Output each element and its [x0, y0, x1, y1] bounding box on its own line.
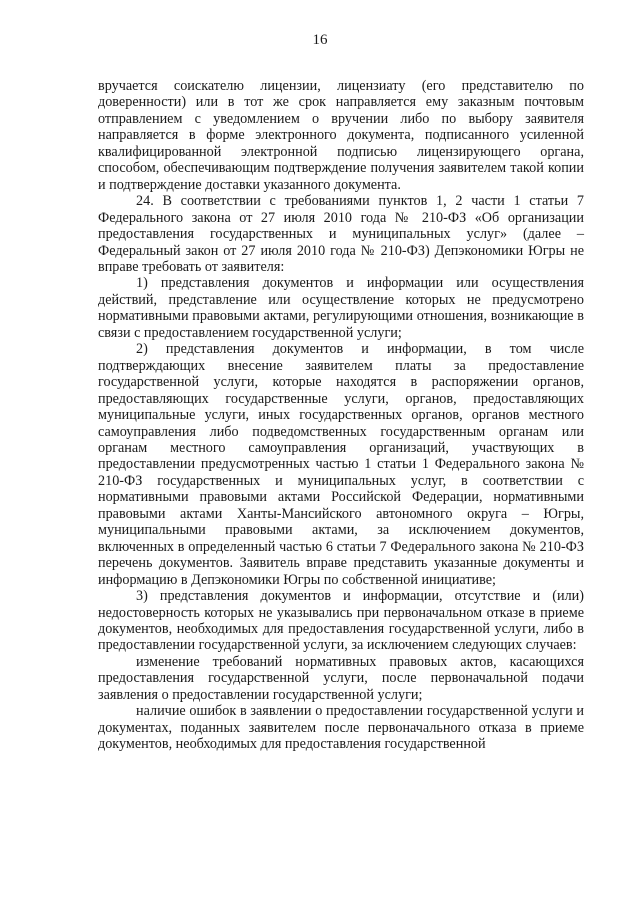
paragraph-case-errors: наличие ошибок в заявлении о предоставлении государственной услуги и документах, поданных заявителем после первоначального отказа в приеме документов, необходимых для предоставления государственной — [98, 703, 584, 753]
paragraph-subitem-2: 2) представления документов и информации, в том числе подтверждающих внесение заявителем платы за предоставление государственной услуги, которые находятся в распоряжении органов, предоставляющих государственные услуги, органов, предоставляющих муниципальные услуги, иных государственных органов, органов местного самоуправления либо подведомственных государственным органам или органам местного самоуправления организаций, участвующих в предоставлении предусмотренных частью 1 статьи 1 Федерального закона № 210-ФЗ государственных и муниципальных услуг, в соответствии с нормативными правовыми актами Российской Федерации, нормативными правовыми актами Ханты-Мансийского автономного округа – Югры, муниципальными правовыми актами, за исключением документов, включенных в определенный частью 6 статьи 7 Федерального закона № 210-ФЗ перечень документов. Заявитель вправе представить указанные документы и информацию в Депэкономики Югры по собственной инициативе; — [98, 341, 584, 588]
paragraph-case-requirements-change: изменение требований нормативных правовых актов, касающихся предоставления государственной услуги, после первоначальной подачи заявления о предоставлении государственной услуги; — [98, 653, 584, 703]
document-body — [98, 78, 584, 753]
paragraph-item-24: 24. В соответствии с требованиями пунктов 1, 2 части 1 статьи 7 Федерального закона от 27 июля 2010 года № 210-ФЗ «Об организации предоставления государственных и муниципальных услуг» (далее – Федеральный закон от 27 июля 2010 года № 210-ФЗ) Депэкономики Югры не вправе требовать от заявителя: — [98, 193, 584, 275]
page-number: 16 — [312, 32, 328, 48]
paragraph-subitem-1: 1) представления документов и информации или осуществления действий, представление или осуществление которых не предусмотрено нормативными правовыми актами, регулирующими отношения, возникающие в связи с предоставлением государственной услуги; — [98, 275, 584, 341]
paragraph-subitem-3: 3) представления документов и информации, отсутствие и (или) недостоверность которых не указывались при первоначальном отказе в приеме документов, необходимых для предоставления государственной услуги, либо в предоставлении государственной услуги, за исключением следующих случаев: — [98, 588, 584, 654]
paragraph-continuation: вручается соискателю лицензии, лицензиату (его представителю по доверенности) или в тот же срок направляется ему заказным почтовым отправлением с уведомлением о вручении либо по выбору заявителя направляется в форме электронного документа, подписанного усиленной квалифицированной электронной подписью лицензирующего органа, способом, обеспечивающим подтверждение получения заявителем такой копии и подтверждение доставки указанного документа. — [98, 78, 584, 193]
